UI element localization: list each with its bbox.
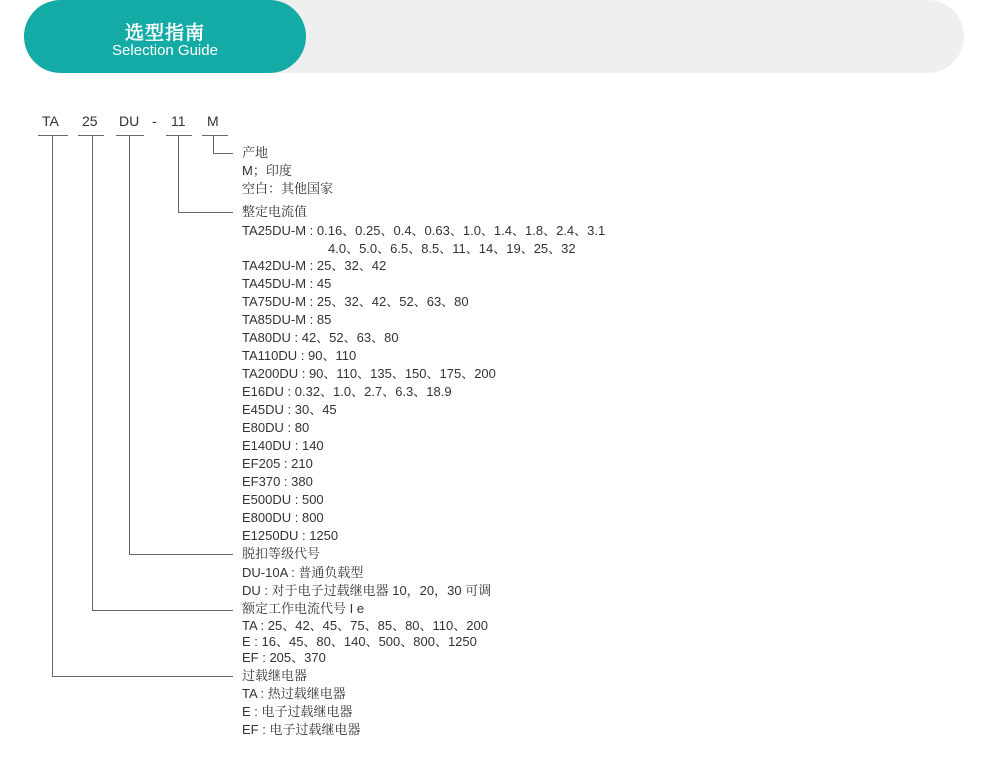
code-part-rated-current: 25 — [82, 113, 98, 129]
code-underline — [202, 135, 228, 136]
current-setting-line: E800DU : 800 — [242, 510, 324, 525]
banner-title-english: Selection Guide — [112, 42, 218, 59]
origin-line: M；印度 — [242, 163, 292, 178]
connector-origin-horizontal — [213, 153, 233, 154]
current-setting-line: TA110DU : 90、110 — [242, 348, 357, 363]
code-underline — [38, 135, 68, 136]
current-setting-line: E45DU : 30、45 — [242, 402, 337, 417]
code-underline — [116, 135, 144, 136]
current-setting-line: E1250DU : 1250 — [242, 528, 339, 543]
connector-current-setting-vertical — [178, 135, 179, 212]
trip-class-line: DU-10A : 普通负载型 — [242, 565, 364, 580]
current-setting-line: TA75DU-M : 25、32、42、52、63、80 — [242, 294, 469, 309]
current-setting-line: TA200DU : 90、110、135、150、175、200 — [242, 366, 496, 381]
current-setting-line: E140DU : 140 — [242, 438, 324, 453]
connector-relay-type-horizontal — [52, 676, 233, 677]
current-setting-line: TA80DU : 42、52、63、80 — [242, 330, 399, 345]
relay-type-line: TA : 热过载继电器 — [242, 686, 346, 701]
connector-trip-class-vertical — [129, 135, 130, 554]
rated-current-line: E : 16、45、80、140、500、800、1250 — [242, 634, 477, 649]
origin-line: 空白：其他国家 — [242, 181, 334, 196]
code-underline — [166, 135, 192, 136]
connector-trip-class-horizontal — [129, 554, 233, 555]
rated-current-line: EF : 205、370 — [242, 650, 326, 665]
current-setting-heading: 整定电流值 — [242, 204, 308, 219]
current-setting-line: TA25DU-M : 0.16、0.25、0.4、0.63、1.0、1.4、1.8、2.4、3.1 — [242, 223, 606, 238]
connector-origin-vertical — [213, 135, 214, 153]
current-setting-line: TA85DU-M : 85 — [242, 312, 332, 327]
current-setting-line: E80DU : 80 — [242, 420, 310, 435]
code-separator: - — [152, 113, 157, 129]
code-underline — [78, 135, 104, 136]
banner-title-pill — [24, 0, 306, 73]
code-part-trip-class: DU — [119, 113, 140, 129]
current-setting-line: TA42DU-M : 25、32、42 — [242, 258, 387, 273]
current-setting-line: E500DU : 500 — [242, 492, 324, 507]
current-setting-line: E16DU : 0.32、1.0、2.7、6.3、18.9 — [242, 384, 452, 399]
code-part-current-setting: 11 — [171, 113, 186, 129]
rated-current-line: TA : 25、42、45、75、85、80、110、200 — [242, 618, 488, 633]
connector-rated-current-vertical — [92, 135, 93, 610]
rated-current-heading: 额定工作电流代号 I e — [242, 601, 365, 616]
current-setting-line: EF370 : 380 — [242, 474, 313, 489]
code-part-type: TA — [42, 113, 59, 129]
current-setting-line: TA45DU-M : 45 — [242, 276, 332, 291]
connector-current-setting-horizontal — [178, 212, 233, 213]
connector-rated-current-horizontal — [92, 610, 233, 611]
relay-type-heading: 过载继电器 — [242, 668, 308, 683]
current-setting-line: EF205 : 210 — [242, 456, 313, 471]
code-part-origin: M — [207, 113, 219, 129]
banner-title-chinese: 选型指南 — [124, 22, 205, 44]
connector-relay-type-vertical — [52, 135, 53, 676]
relay-type-line: E : 电子过载继电器 — [242, 704, 353, 719]
current-setting-line-continuation: 4.0、5.0、6.5、8.5、11、14、19、25、32 — [328, 241, 576, 256]
trip-class-line: DU : 对于电子过载继电器 10，20，30 可调 — [242, 583, 492, 598]
origin-heading: 产地 — [242, 145, 269, 160]
relay-type-line: EF : 电子过载继电器 — [242, 722, 361, 737]
trip-class-heading: 脱扣等级代号 — [242, 546, 321, 561]
